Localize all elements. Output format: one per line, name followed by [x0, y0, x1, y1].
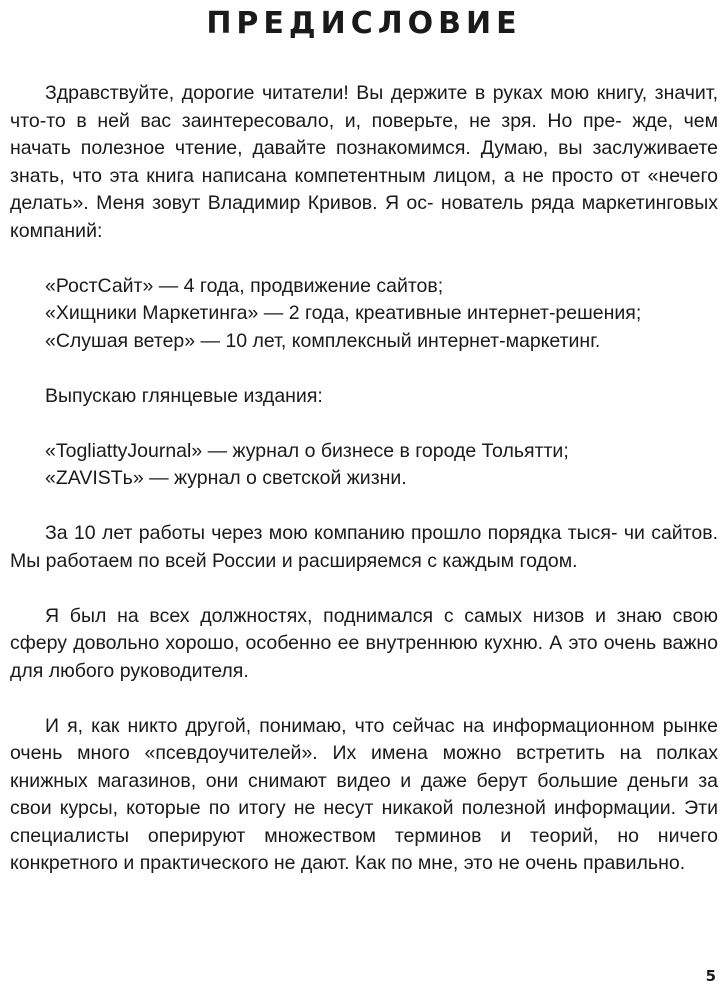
text-line: Я был на всех должностях, поднимался с самых низов и знаю — [45, 604, 673, 627]
text-line: на полках книжных магазинов, они снимают видео и даже берут — [10, 742, 718, 792]
page-title: ПРЕДИСЛОВИЕ — [206, 6, 522, 41]
text-line: За 10 лет работы через мою компанию прошло порядка тыся- — [45, 522, 618, 544]
text-line: а не просто от «нечего делать». Меня зовут Владимир Кривов. Я ос- — [10, 164, 718, 214]
intro-paragraph — [10, 80, 718, 245]
text-line: значит, что-то в ней вас заинтересовало, и, поверьте, не зря. Но пре- — [10, 82, 718, 132]
text-line: полезной информации. Эти специалисты оперируют множеством — [10, 797, 718, 847]
edition-item: «ZAVISTь» — журнал о светской жизни. — [45, 467, 407, 489]
pseudo-teachers-paragraph — [10, 713, 718, 878]
text-line: чи сайтов. Мы работаем по всей России и расширяемся с каждым — [10, 522, 719, 572]
page-number: 5 — [705, 967, 716, 985]
positions-paragraph — [10, 603, 718, 686]
text-line: Как по мне, это не очень правильно. — [354, 852, 686, 874]
company-item: «Слушая ветер» — 10 лет, комплексный интернет-маркетинг. — [45, 329, 601, 352]
editions-intro: Выпускаю глянцевые издания: — [45, 384, 323, 407]
company-item: «Хищники Маркетинга» — 2 года, креативные интернет-решения; — [45, 302, 642, 324]
company-item: «РостСайт» — 4 года, продвижение сайтов; — [45, 274, 444, 297]
page-body — [10, 80, 718, 878]
experience-paragraph — [10, 520, 718, 575]
text-line: годом. — [519, 549, 578, 572]
text-line: Здравствуйте, дорогие читатели! Вы держите в руках мою книгу, — [45, 82, 655, 104]
text-line: очень важно для любого руководителя. — [10, 632, 719, 682]
text-line: жде, чем начать полезное чтение, давайте познакомимся. Думаю, вы — [10, 109, 719, 159]
text-line: И я, как никто другой, понимаю, что сейчас на информационном — [45, 714, 663, 737]
text-line: большие деньги за свои курсы, которые по итогу не несут никакой — [10, 769, 718, 819]
text-line: терминов и теорий, но ничего конкретного и практического не дают. — [10, 824, 718, 874]
text-line: свою сферу довольно хорошо, особенно ее внутреннюю кухню. А это — [10, 604, 718, 654]
text-line: заслуживаете знать, что эта книга написана компетентным лицом, — [10, 137, 718, 187]
text-line: рынке очень много «псевдоучителей». Их имена можно встретить — [10, 714, 718, 764]
edition-item: «TogliattyJournal» — журнал о бизнесе в городе Тольятти; — [45, 439, 569, 462]
text-line: нователь ряда маркетинговых компаний: — [10, 192, 719, 242]
